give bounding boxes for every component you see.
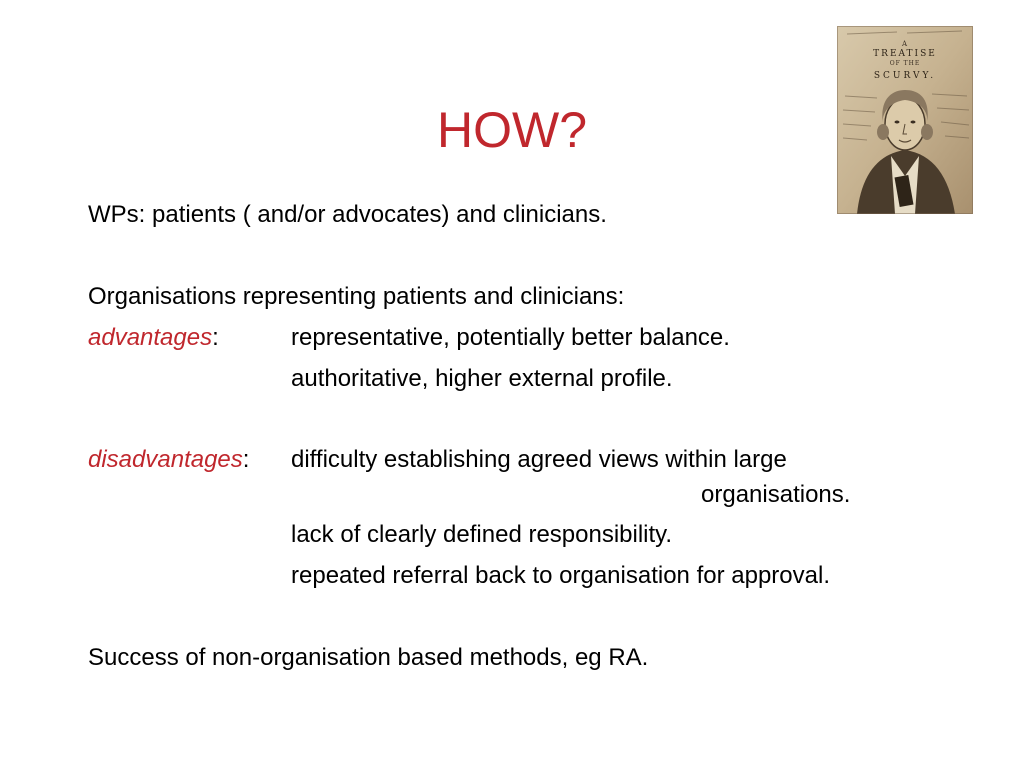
advantages-label: advantages <box>88 324 213 351</box>
portrait-caption-scurvy: SCURVY. <box>873 71 937 81</box>
disadvantage-item: repeated referral back to organisation for approval. <box>291 562 830 589</box>
scurvy-treatise-portrait-image <box>837 26 973 214</box>
advantages-heading <box>88 323 219 353</box>
disadvantages-label: disadvantages <box>88 446 243 473</box>
advantages-colon: : <box>212 324 219 351</box>
portrait-caption-a: A <box>901 40 909 48</box>
advantage-item: authoritative, higher external profile. <box>291 365 673 392</box>
disadvantage-item: lack of clearly defined responsibility. <box>291 521 673 548</box>
wps-line: WPs: patients ( and/or advocates) and clinicians. <box>88 201 607 228</box>
disadvantage-item-continuation: organisations. <box>701 481 851 508</box>
portrait-caption-ofthe: OF THE <box>889 60 921 67</box>
slide-title: HOW? <box>437 102 587 158</box>
disadvantages-heading <box>88 445 249 475</box>
success-line: Success of non-organisation based methods, eg RA. <box>88 644 649 671</box>
organisations-line: Organisations representing patients and clinicians: <box>88 283 625 310</box>
advantage-item: representative, potentially better balance. <box>291 324 730 351</box>
disadvantage-item: difficulty establishing agreed views within large <box>291 446 787 473</box>
disadvantages-colon: : <box>242 446 250 473</box>
portrait-caption-treatise: TREATISE <box>873 49 937 59</box>
